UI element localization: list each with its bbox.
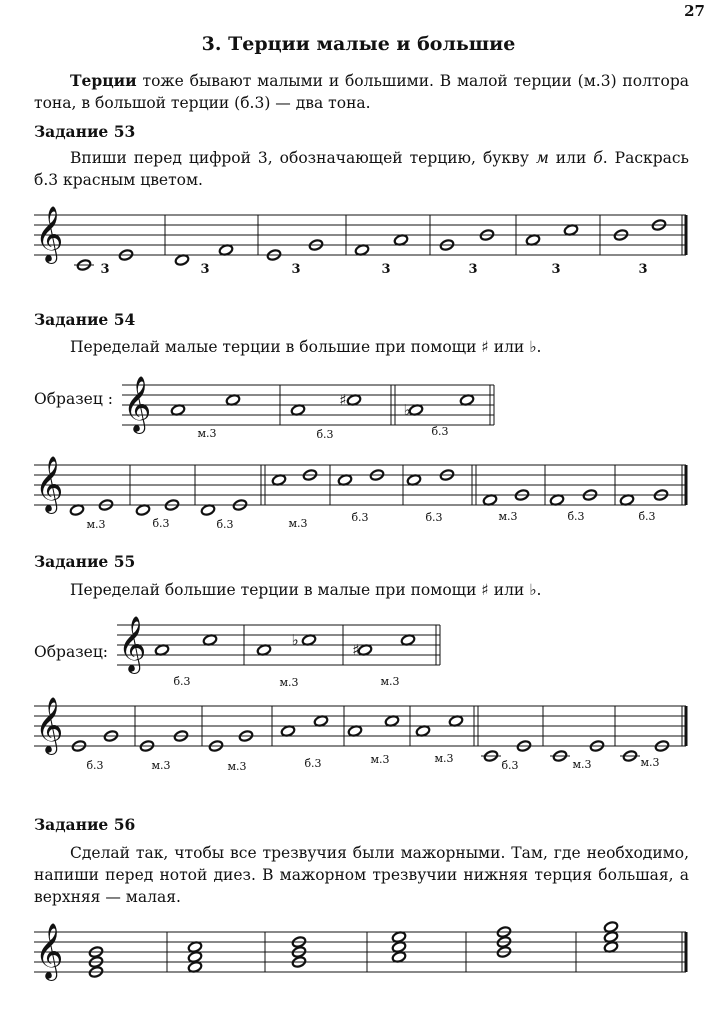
treble-clef-icon: 𝄞 bbox=[118, 616, 147, 672]
whole-note bbox=[347, 725, 362, 738]
whole-note bbox=[290, 404, 305, 417]
interval-label: м.3 bbox=[434, 752, 454, 765]
task-55-heading: Задание 55 bbox=[34, 552, 136, 571]
sharp-icon: ♯ bbox=[352, 641, 360, 659]
whole-note bbox=[200, 504, 215, 517]
treble-clef-icon: 𝄞 bbox=[35, 206, 64, 262]
whole-note bbox=[391, 941, 406, 954]
whole-note bbox=[525, 234, 540, 247]
interval-label: м.3 bbox=[640, 756, 660, 769]
flat-icon: ♭ bbox=[291, 631, 299, 649]
task-53-text-d: . Раскрась б.3 красным цветом. bbox=[34, 149, 689, 189]
interval-label: м.3 bbox=[572, 758, 592, 771]
task-53-letter-m: м bbox=[535, 149, 549, 167]
whole-note bbox=[384, 715, 399, 728]
whole-note bbox=[354, 244, 369, 257]
whole-note bbox=[603, 941, 618, 954]
treble-clef-icon: 𝄞 bbox=[35, 697, 64, 753]
whole-note bbox=[406, 474, 421, 487]
interval-label: м.3 bbox=[197, 427, 217, 440]
sharp-icon: ♯ bbox=[339, 391, 347, 409]
whole-note bbox=[187, 961, 202, 974]
whole-note bbox=[225, 394, 240, 407]
whole-note bbox=[280, 725, 295, 738]
treble-clef-icon: 𝄞 bbox=[123, 376, 152, 432]
interval-label: б.3 bbox=[351, 511, 369, 524]
whole-note bbox=[415, 725, 430, 738]
interval-number-label: 3 bbox=[100, 262, 110, 277]
whole-note bbox=[459, 394, 474, 407]
interval-label: б.3 bbox=[425, 511, 443, 524]
interval-label: б.3 bbox=[304, 757, 322, 770]
whole-note bbox=[218, 244, 233, 257]
task-53-text-b: или bbox=[548, 149, 594, 167]
whole-note bbox=[154, 644, 169, 657]
whole-note bbox=[271, 474, 286, 487]
interval-label: б.3 bbox=[316, 428, 334, 441]
interval-label: б.3 bbox=[431, 425, 449, 438]
task-56-text-body: Сделай так, чтобы все трезвучия были мажорными. Там, где необходимо, напиши перед нотой диез. В мажорном трезвучии нижняя терция большая, а верхняя — малая. bbox=[34, 844, 689, 906]
flat-icon: ♭ bbox=[403, 401, 411, 419]
interval-label: м.3 bbox=[288, 517, 308, 530]
whole-note bbox=[301, 634, 316, 647]
interval-label: б.3 bbox=[152, 517, 170, 530]
task-53-text-a: Впиши перед цифрой 3, обозначающей терцию, букву bbox=[70, 149, 536, 167]
whole-note bbox=[393, 234, 408, 247]
whole-note bbox=[619, 494, 634, 507]
interval-number-label: 3 bbox=[291, 262, 301, 277]
task-54-heading: Задание 54 bbox=[34, 310, 136, 329]
whole-note bbox=[408, 404, 423, 417]
whole-note bbox=[202, 634, 217, 647]
whole-note bbox=[337, 474, 352, 487]
interval-label: м.3 bbox=[370, 753, 390, 766]
whole-note bbox=[346, 394, 361, 407]
interval-label: б.3 bbox=[638, 510, 656, 523]
whole-note bbox=[549, 494, 564, 507]
interval-number-label: 3 bbox=[551, 262, 561, 277]
page-number: 27 bbox=[684, 2, 705, 20]
whole-note bbox=[391, 951, 406, 964]
whole-note bbox=[174, 254, 189, 267]
interval-label: б.3 bbox=[173, 675, 191, 688]
interval-number-label: 3 bbox=[200, 262, 210, 277]
task-55-text-body: Переделай большие терции в малые при помощи ♯ или ♭. bbox=[70, 581, 542, 599]
interval-label: м.3 bbox=[498, 510, 518, 523]
interval-label: б.3 bbox=[216, 518, 234, 531]
interval-label: м.3 bbox=[86, 518, 106, 531]
whole-note bbox=[400, 634, 415, 647]
whole-note bbox=[187, 941, 202, 954]
whole-note bbox=[603, 921, 618, 934]
whole-note bbox=[603, 931, 618, 944]
interval-label: б.3 bbox=[501, 759, 519, 772]
whole-note bbox=[482, 494, 497, 507]
task-54-text-body: Переделай малые терции в большие при помощи ♯ или ♭. bbox=[70, 338, 542, 356]
whole-note bbox=[313, 715, 328, 728]
intro-term: Терции bbox=[70, 71, 137, 90]
interval-number-label: 3 bbox=[381, 262, 391, 277]
interval-label: м.3 bbox=[227, 760, 247, 773]
interval-label: м.3 bbox=[380, 675, 400, 688]
whole-note bbox=[69, 504, 84, 517]
interval-label: м.3 bbox=[151, 759, 171, 772]
whole-note bbox=[448, 715, 463, 728]
section-title: 3. Терции малые и большие bbox=[201, 33, 516, 55]
whole-note bbox=[170, 404, 185, 417]
whole-note bbox=[187, 951, 202, 964]
interval-number-label: 3 bbox=[468, 262, 478, 277]
treble-clef-icon: 𝄞 bbox=[35, 456, 64, 512]
whole-note bbox=[563, 224, 578, 237]
sample-54-label: Образец : bbox=[34, 390, 113, 408]
whole-note bbox=[135, 504, 150, 517]
task-56-heading: Задание 56 bbox=[34, 815, 136, 834]
interval-label: б.3 bbox=[86, 759, 104, 772]
task-53-heading: Задание 53 bbox=[34, 122, 136, 141]
intro-text: тоже бывают малыми и большими. В малой терции (м.3) полтора тона, в большой терции (б.3) — два тона. bbox=[34, 72, 689, 112]
interval-label: б.3 bbox=[567, 510, 585, 523]
task-53-letter-b: б bbox=[593, 149, 603, 167]
sample-55-label: Образец: bbox=[34, 643, 109, 661]
interval-label: м.3 bbox=[279, 676, 299, 689]
interval-number-label: 3 bbox=[638, 262, 648, 277]
whole-note bbox=[256, 644, 271, 657]
whole-note bbox=[357, 644, 372, 657]
treble-clef-icon: 𝄞 bbox=[35, 923, 64, 979]
whole-note bbox=[391, 931, 406, 944]
